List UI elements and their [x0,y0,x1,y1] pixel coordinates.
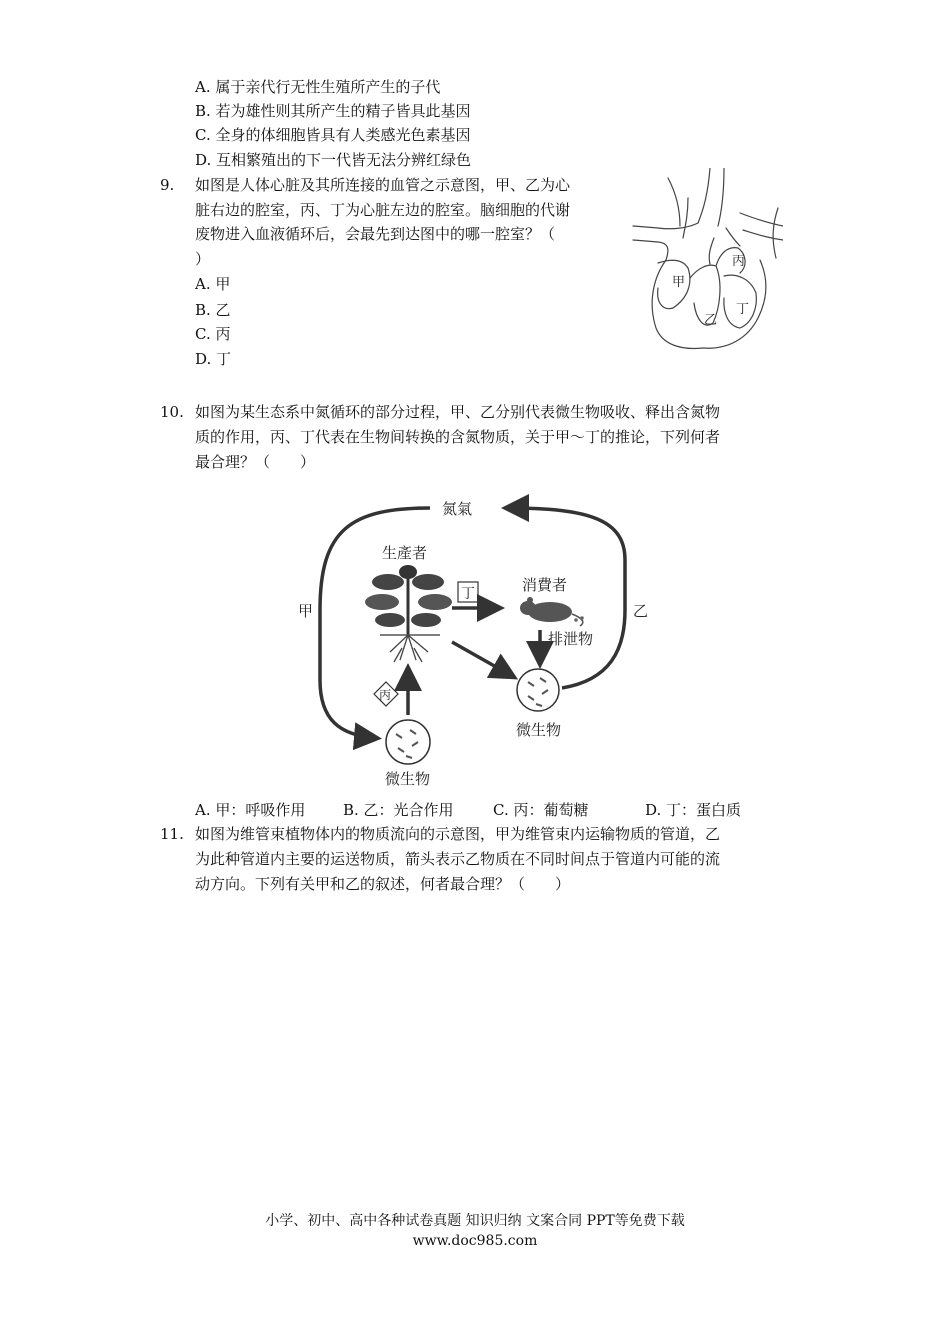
microbe-right-label: 微生物 [516,721,562,739]
q10-option-d: D. 丁：蛋白质 [645,801,742,819]
label-jia: 甲 [298,602,314,620]
q9-number: 9. [160,176,175,194]
q11-stem-line-3: 动方向。下列有关甲和乙的叙述，何者最合理？（ ） [195,875,571,893]
excreta-label: 排泄物 [548,630,594,648]
q10-number: 10. [160,403,184,421]
q9-stem-line-4: ） [195,250,211,268]
q10-stem-line-2: 质的作用，丙、丁代表在生物间转换的含氮物质，关于甲～丁的推论，下列何者 [195,428,721,446]
q9-stem-line-2: 脏右边的腔室，丙、丁为心脏左边的腔室。脑细胞的代谢 [195,201,571,219]
bing-diamond [374,682,398,706]
q10-option-b: B. 乙：光合作用 [343,801,454,819]
q10-stem-line-3: 最合理？（ ） [195,453,316,471]
q9-stem-line-1: 如图是人体心脏及其所连接的血管之示意图，甲、乙为心 [195,176,571,194]
microbe-bottom-label: 微生物 [385,770,431,788]
nitrogen-cycle-diagram [290,490,650,792]
nitrogen-label: 氮氣 [442,500,473,518]
heart-label-ding: 丁 [736,302,750,317]
producer-label: 生產者 [382,544,428,562]
microbe-right-icon [517,669,559,711]
consumer-label: 消費者 [522,576,568,594]
q11-stem-line-2: 为此种管道内主要的运送物质，箭头表示乙物质在不同时间点于管道内可能的流 [195,850,721,868]
q11-stem-line-1: 如图为维管束植物体内的物质流向的示意图，甲为维管束内运输物质的管道，乙 [195,825,721,843]
q8-option-b: B. 若为雄性则其所产生的精子皆具此基因 [195,102,471,120]
arrow-yi [508,508,625,688]
heart-diagram [628,168,783,353]
q9-option-d: D. 丁 [195,350,232,368]
q8-option-c: C. 全身的体细胞皆具有人类感光色素基因 [195,126,471,144]
mouse-icon [520,597,584,626]
label-yi: 乙 [633,602,649,620]
footer-line-1: 小学、初中、高中各种试卷真题 知识归纳 文案合同 PPT等免费下载 [265,1213,685,1229]
arrow-producer-to-microbe [452,642,512,676]
label-bing: 丙 [379,688,392,702]
q9-option-c: C. 丙 [195,325,231,343]
label-ding: 丁 [461,586,475,602]
q10-option-c: C. 丙：葡萄糖 [493,801,589,819]
q9-option-a: A. 甲 [195,275,231,293]
plant-icon [365,565,452,662]
q9-stem-line-3: 废物进入血液循环后，会最先到达图中的哪一腔室？（ [195,225,556,243]
q10-option-a: A. 甲：呼吸作用 [195,801,306,819]
footer-url[interactable]: www.doc985.com [412,1233,538,1249]
q11-number: 11. [160,825,184,843]
q10-stem-line-1: 如图为某生态系中氮循环的部分过程，甲、乙分别代表微生物吸收、释出含氮物 [195,403,721,421]
microbe-bottom-icon [386,720,430,764]
heart-label-yi: 乙 [704,313,718,328]
q8-option-a: A. 属于亲代行无性生殖所产生的子代 [195,78,441,96]
heart-label-bing: 丙 [732,254,746,269]
q8-option-d: D. 互相繁殖出的下一代皆无法分辨红绿色 [195,151,472,169]
heart-label-jia: 甲 [672,275,686,290]
q9-option-b: B. 乙 [195,301,231,319]
